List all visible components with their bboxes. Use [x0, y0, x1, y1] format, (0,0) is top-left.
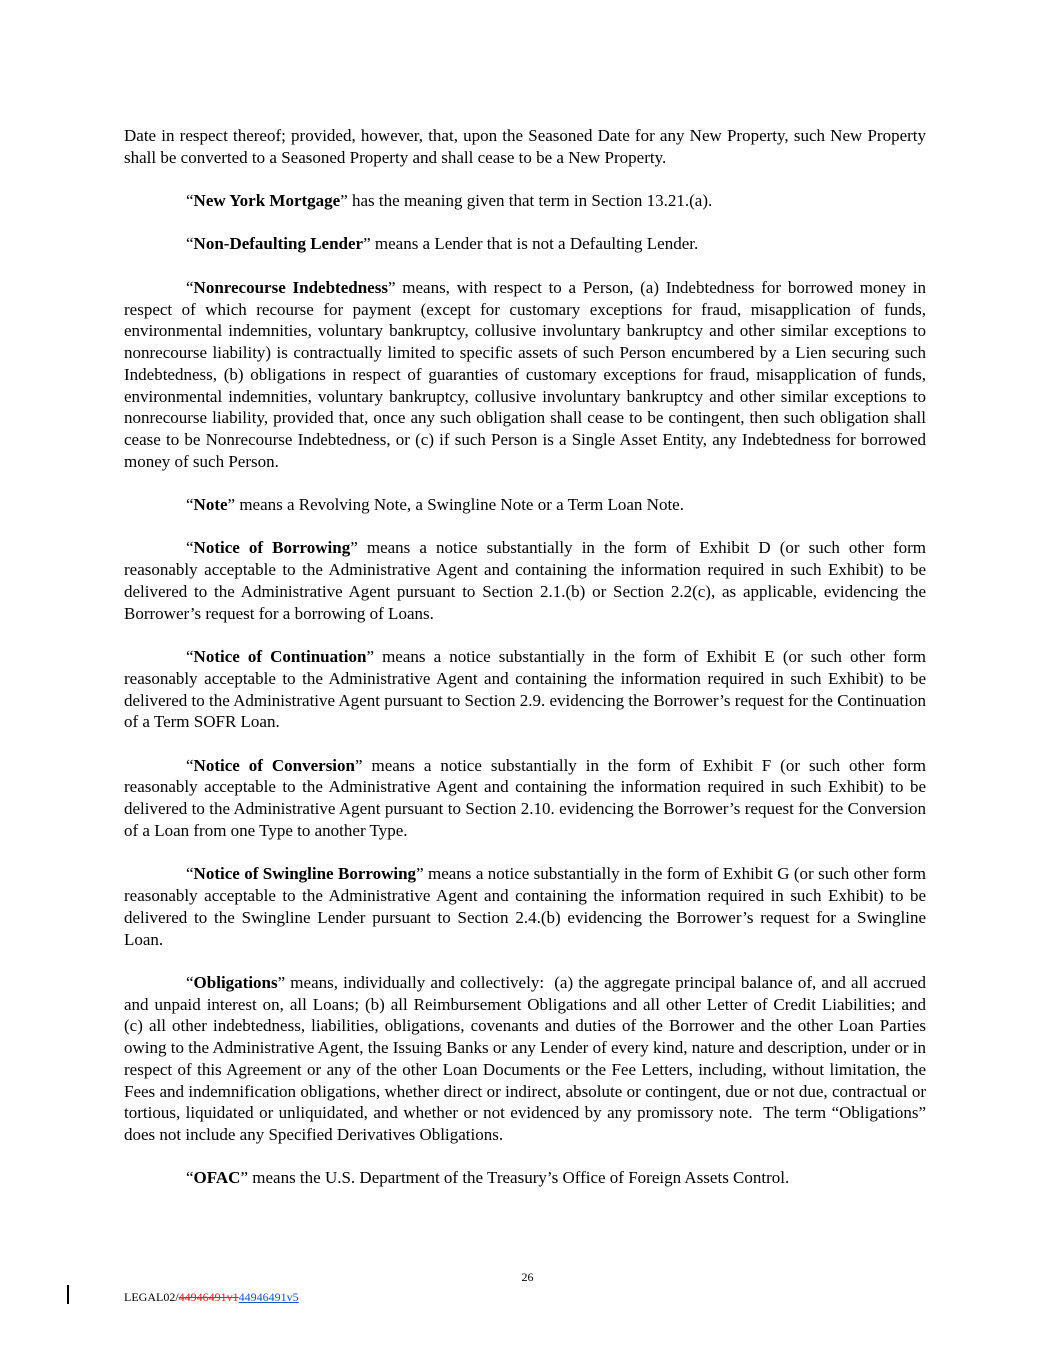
definition-obligations: [124, 972, 926, 1146]
definition-text: ” means a notice substantially in the form of Exhibit E (or such other form reasonably acceptable to the Administrative Agent and containing the information required in such Exhibit) to be delivered to the Administrative Agent pursuant to Section 2.9. evidencing the Borrower’s request for the Continuation of a Term SOFR Loan.: [124, 647, 927, 732]
defined-term: Obligations: [193, 972, 278, 992]
definition-text: ” means a Lender that is not a Defaulting Lender.: [363, 234, 699, 254]
open-quote: “: [186, 755, 194, 775]
defined-term: OFAC: [193, 1168, 241, 1188]
definition-text: ” means the U.S. Department of the Treasury’s Office of Foreign Assets Control.: [240, 1168, 790, 1188]
definition-notice-of-swingline-borrowing: [124, 863, 926, 950]
open-quote: “: [186, 538, 194, 558]
defined-term: Notice of Borrowing: [193, 538, 351, 558]
open-quote: “: [186, 972, 194, 992]
definition-text: ” means a notice substantially in the form of Exhibit D (or such other form reasonably acceptable to the Administrative Agent and containing the information required in such Exhibit) to be delivered to the Administrative Agent pursuant to Section 2.1.(b) or Section 2.2(c), as applicable, evidencing the Borrower’s request for a borrowing of Loans.: [124, 538, 927, 623]
definition-notice-of-conversion: [124, 755, 926, 842]
definition-note: [124, 494, 926, 516]
defined-term: Non-Defaulting Lender: [193, 234, 364, 254]
open-quote: “: [186, 277, 194, 297]
definition-text: ” means a notice substantially in the form of Exhibit G (or such other form reasonably acceptable to the Administrative Agent and containing the information required in such Exhibit) to be delivered to the Swingline Lender pursuant to Section 2.4.(b) evidencing the Borrower’s request for a Swingline Loan.: [124, 864, 926, 949]
revision-change-bar: [67, 1285, 69, 1304]
defined-term: Note: [193, 495, 228, 515]
definition-text: ” means a Revolving Note, a Swingline Note or a Term Loan Note.: [227, 495, 684, 515]
open-quote: “: [186, 1168, 194, 1188]
open-quote: “: [186, 864, 194, 884]
defined-term: Notice of Conversion: [193, 755, 355, 775]
continuation-paragraph: Date in respect thereof; provided, however, that, upon the Seasoned Date for any New Property, such New Property shall be converted to a Seasoned Property and shall cease to be a New Property.: [124, 126, 926, 167]
definition-text: ” has the meaning given that term in Section 13.21.(a).: [340, 191, 713, 211]
defined-term: Notice of Swingline Borrowing: [193, 864, 417, 884]
definition-new-york-mortgage: [124, 190, 926, 212]
definition-notice-of-continuation: [124, 646, 926, 733]
open-quote: “: [186, 647, 194, 667]
defined-term: New York Mortgage: [193, 191, 341, 211]
open-quote: “: [186, 234, 194, 254]
document-id-inserted-version: 44946491v5: [238, 1290, 299, 1304]
open-quote: “: [186, 495, 194, 515]
definition-text: ” means a notice substantially in the form of Exhibit F (or such other form reasonably acceptable to the Administrative Agent and containing the information required in such Exhibit) to be delivered to the Administrative Agent pursuant to Section 2.10. evidencing the Borrower’s request for the Conversion of a Loan from one Type to another Type.: [124, 755, 926, 840]
defined-term: Notice of Continuation: [193, 647, 367, 667]
document-id-prefix: LEGAL02/: [124, 1290, 179, 1304]
document-id-footer: [124, 1290, 299, 1305]
open-quote: “: [186, 191, 194, 211]
definition-notice-of-borrowing: [124, 537, 926, 624]
definition-ofac: [124, 1167, 926, 1189]
page-number: 26: [521, 1270, 534, 1284]
definition-non-defaulting-lender: [124, 233, 926, 255]
defined-term: Nonrecourse Indebtedness: [193, 277, 388, 297]
definition-nonrecourse-indebtedness: [124, 277, 926, 473]
document-id-deleted-version: 44946491v1: [178, 1290, 239, 1304]
document-body: [124, 125, 926, 1211]
definition-text: ” means, individually and collectively: (a) the aggregate principal balance of, and all accrued and unpaid interest on, all Loans; (b) all Reimbursement Obligations and all other Letter of Credit Liabilities; and (c) all other indebtedness, liabilities, obligations, covenants and duties of the Borrower and the other Loan Parties owing to the Administrative Agent, the Issuing Banks or any Lender of every kind, nature and description, under or in respect of this Agreement or any of the other Loan Documents or the Fee Letters, including, without limitation, the Fees and indemnification obligations, whether direct or indirect, absolute or contingent, due or not due, contractual or tortious, liquidated or unliquidated, and whether or not evidenced by any promissory note. The term “Obligations” does not include any Specified Derivatives Obligations.: [124, 972, 926, 1145]
definition-text: ” means, with respect to a Person, (a) Indebtedness for borrowed money in respect of which recourse for payment (except for customary exceptions for fraud, misapplication of funds, environmental indemnities, voluntary bankruptcy, collusive involuntary bankruptcy and other similar exceptions to nonrecourse liability) is contractually limited to specific assets of such Person encumbered by a Lien securing such Indebtedness, (b) obligations in respect of guaranties of customary exceptions for fraud, misapplication of funds, environmental indemnities, voluntary bankruptcy, collusive involuntary bankruptcy and other similar exceptions to nonrecourse liability, provided that, once any such obligation shall cease to be contingent, then such obligation shall cease to be Nonrecourse Indebtedness, or (c) if such Person is a Single Asset Entity, any Indebtedness for borrowed money of such Person.: [124, 277, 926, 471]
